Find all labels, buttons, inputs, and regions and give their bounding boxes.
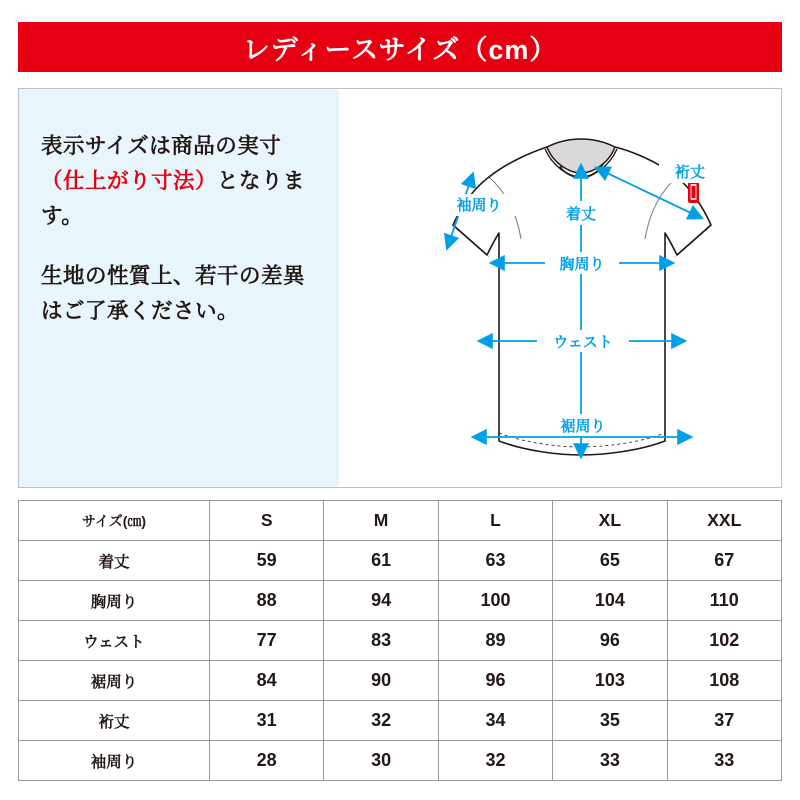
cell-value: 34 (438, 701, 552, 741)
row-label: 袖周り (19, 741, 210, 781)
cell-value: 33 (667, 741, 781, 781)
cell-value: 32 (438, 741, 552, 781)
table-header-cell-2: M (324, 501, 438, 541)
table-row (19, 701, 782, 741)
info-panel (18, 88, 782, 488)
cell-value: 83 (324, 621, 438, 661)
row-label: 裄丈 (19, 701, 210, 741)
cell-value: 90 (324, 661, 438, 701)
label-hem: 裾周り (560, 418, 606, 435)
info-paragraph-1-part2: となります。 (41, 168, 306, 228)
cell-value: 30 (324, 741, 438, 781)
page-title: レディースサイズ（cm） (242, 34, 558, 65)
cell-value: 61 (324, 541, 438, 581)
cell-value: 28 (210, 741, 324, 781)
cell-value: 77 (210, 621, 324, 661)
cell-value: 89 (438, 621, 552, 661)
label-waist: ウェスト (553, 334, 613, 351)
cell-value: 67 (667, 541, 781, 581)
cell-value: 84 (210, 661, 324, 701)
cell-value: 88 (210, 581, 324, 621)
cell-value: 100 (438, 581, 552, 621)
table-row (19, 621, 782, 661)
info-paragraph-1-highlight: （仕上がり寸法） (41, 168, 218, 193)
cell-value: 33 (553, 741, 667, 781)
shirt-diagram (339, 89, 781, 487)
info-paragraph-1-part1: 表示サイズは商品の実寸 (41, 134, 282, 158)
shirt-outline-group (453, 139, 711, 455)
table-row (19, 541, 782, 581)
cell-value: 110 (667, 581, 781, 621)
info-text-block (19, 89, 339, 487)
row-label: 着丈 (19, 541, 210, 581)
cell-value: 102 (667, 621, 781, 661)
info-paragraph-2: 生地の性質上、若干の差異はご了承ください。 (41, 264, 306, 324)
cell-value: 32 (324, 701, 438, 741)
page-title-bar (18, 22, 782, 72)
cell-value: 104 (553, 581, 667, 621)
cell-value: 31 (210, 701, 324, 741)
table-header-cell-1: S (210, 501, 324, 541)
table-header-cell-3: L (438, 501, 552, 541)
cell-value: 59 (210, 541, 324, 581)
row-label: 胸周り (19, 581, 210, 621)
table-header-row (19, 501, 782, 541)
cell-value: 96 (553, 621, 667, 661)
cell-value: 108 (667, 661, 781, 701)
row-label: 裾周り (19, 661, 210, 701)
table-header-cell-4: XL (553, 501, 667, 541)
brand-tag-icon (688, 181, 699, 203)
row-label: ウェスト (19, 621, 210, 661)
cell-value: 37 (667, 701, 781, 741)
label-chest: 胸周り (559, 256, 605, 273)
table-row (19, 741, 782, 781)
table-header-cell-5: XXL (667, 501, 781, 541)
cell-value: 65 (553, 541, 667, 581)
cell-value: 96 (438, 661, 552, 701)
table-row (19, 581, 782, 621)
label-body-length: 着丈 (565, 206, 597, 223)
table-header-cell-0: サイズ(㎝) (19, 501, 210, 541)
cell-value: 63 (438, 541, 552, 581)
label-sleeve-opening: 袖周り (456, 197, 502, 214)
cell-value: 35 (553, 701, 667, 741)
table-row (19, 661, 782, 701)
label-sleeve-length: 裄丈 (674, 164, 706, 181)
cell-value: 94 (324, 581, 438, 621)
info-paragraph-1 (41, 129, 317, 233)
size-table (18, 500, 782, 781)
cell-value: 103 (553, 661, 667, 701)
